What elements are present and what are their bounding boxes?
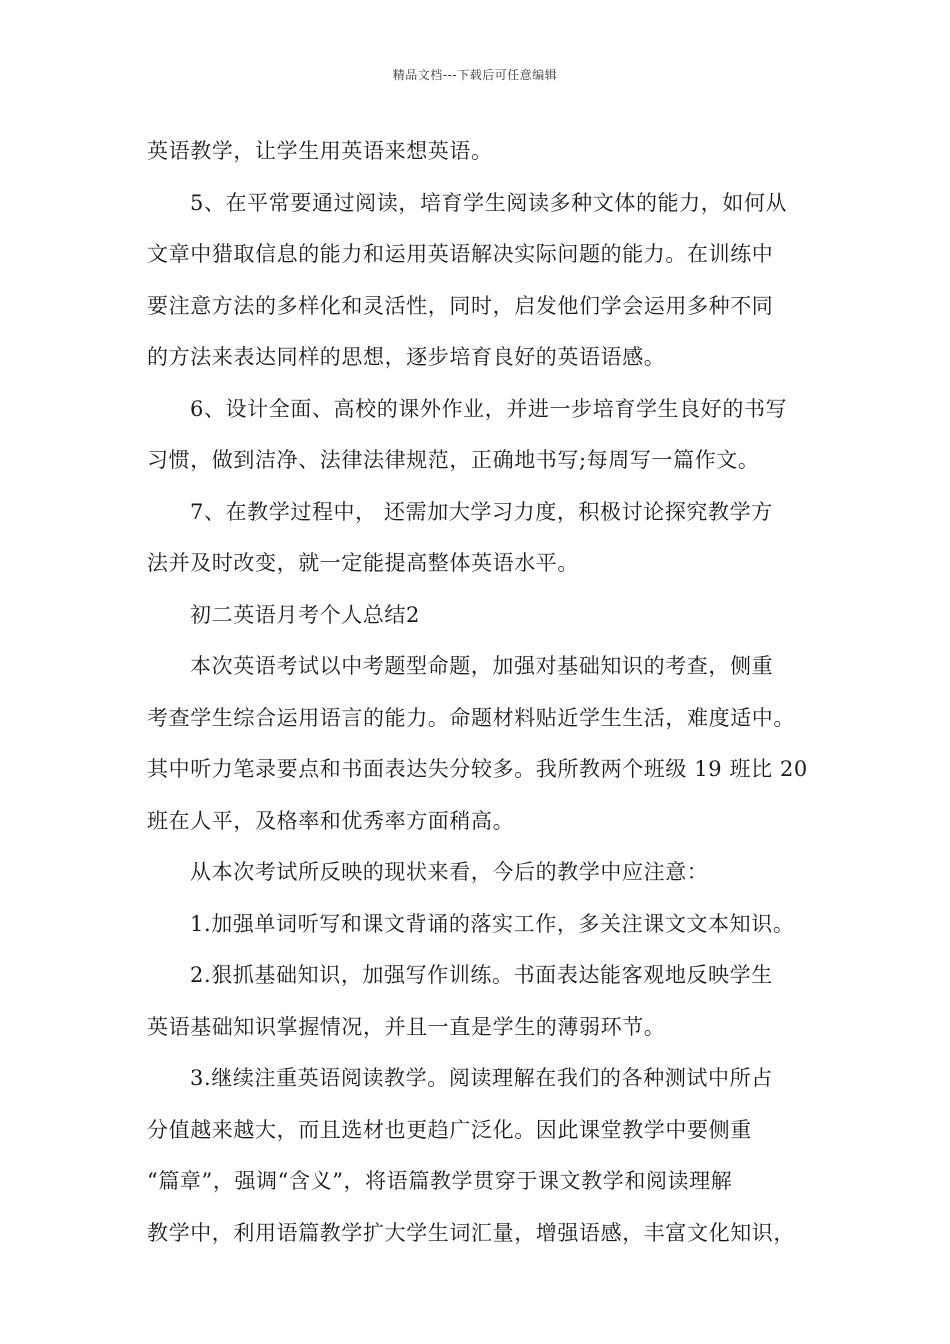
text-line: 教学中，利用语篇教学扩大学生词汇量，增强语感，丰富文化知识， xyxy=(147,1220,795,1245)
text-line: 分值越来越大，而且选材也更趋广泛化。因此课堂教学中要侧重 xyxy=(147,1117,752,1142)
page-header: 精品文档---下载后可任意编辑 xyxy=(392,68,558,82)
text-line: “篇章”，强调“含义”，将语篇教学贯穿于课文教学和阅读理解 xyxy=(147,1169,733,1193)
text-line: 本次英语考试以中考题型命题，加强对基础知识的考查，侧重 xyxy=(190,654,774,678)
text-line: 7、在教学过程中， 还需加大学习力度，积极讨论探究教学方 xyxy=(190,499,773,524)
text-line: 英语教学，让学生用英语来想英语。 xyxy=(147,139,493,163)
text-line: 6、设计全面、高校的课外作业，并进一步培育学生良好的书写 xyxy=(190,396,788,421)
text-line: 1.加强单词听写和课文背诵的落实工作，多关注课文文本知识。 xyxy=(190,911,795,936)
text-line: 英语基础知识掌握情况，并且一直是学生的薄弱环节。 xyxy=(147,1014,666,1039)
text-line: 2.狠抓基础知识，加强写作训练。书面表达能客观地反映学生 xyxy=(190,963,773,987)
text-line: 其中听力笔录要点和书面表达失分较多。我所教两个班级 19 班比 20 xyxy=(147,757,808,781)
text-line: 法并及时改变，就一定能提高整体英语水平。 xyxy=(147,551,579,575)
text-line: 的方法来表达同样的思想，逐步培育良好的英语语感。 xyxy=(147,345,666,369)
text-line: 要注意方法的多样化和灵活性，同时，启发他们学会运用多种不同 xyxy=(147,293,774,318)
text-line: 5、在平常要通过阅读，培育学生阅读多种文体的能力，如何从 xyxy=(190,190,788,215)
text-line: 3.继续注重英语阅读教学。阅读理解在我们的各种测试中所占 xyxy=(190,1066,773,1090)
document-body xyxy=(147,126,815,1259)
text-line: 班在人平，及格率和优秀率方面稍高。 xyxy=(147,808,515,833)
text-line: 从本次考试所反映的现状来看，今后的教学中应注意： xyxy=(190,860,709,884)
text-line: 考查学生综合运用语言的能力。命题材料贴近学生生活，难度适中。 xyxy=(147,705,795,730)
text-line: 初二英语月考个人总结2 xyxy=(190,602,420,627)
text-line: 文章中猎取信息的能力和运用英语解决实际问题的能力。在训练中 xyxy=(147,242,774,266)
text-line: 习惯，做到洁净、法律法律规范，正确地书写;每周写一篇作文。 xyxy=(147,448,760,472)
